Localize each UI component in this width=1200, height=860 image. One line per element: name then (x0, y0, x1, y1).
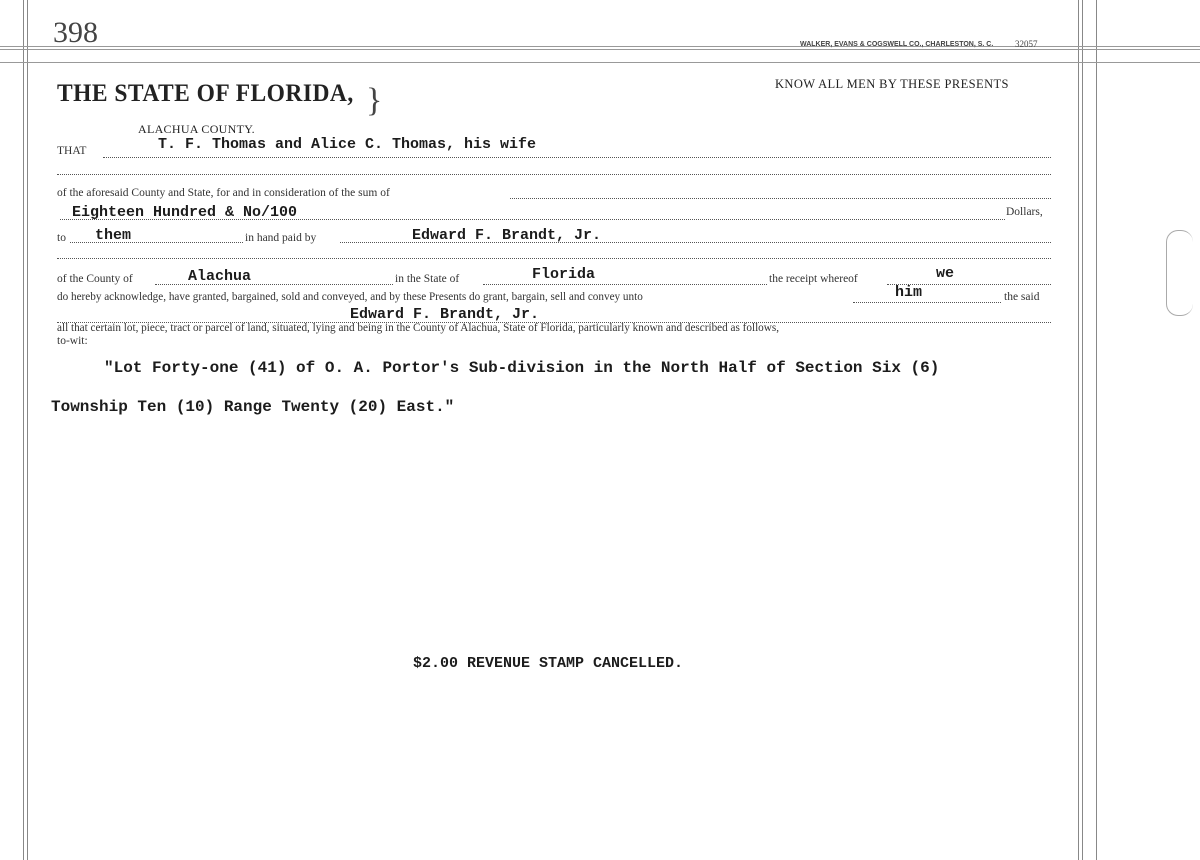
header-rule-3 (0, 62, 1200, 63)
margin-line-right-far (1096, 0, 1097, 860)
margin-line-right (1078, 0, 1079, 860)
label-to-wit: to-wit: (57, 335, 88, 347)
grantee-field: Edward F. Brandt, Jr. (350, 306, 540, 323)
paid-by-field: Edward F. Brandt, Jr. (412, 227, 602, 244)
line-blank-1 (57, 174, 1051, 175)
grantors-field: T. F. Thomas and Alice C. Thomas, his wife (158, 136, 537, 153)
state-heading: THE STATE OF FLORIDA, (57, 80, 354, 107)
heading-brace: } (366, 82, 383, 119)
to-whom-field: them (95, 227, 132, 244)
label-that: THAT (57, 145, 87, 157)
line-unto (853, 302, 1001, 303)
revenue-stamp-note: $2.00 REVENUE STAMP CANCELLED. (413, 655, 684, 672)
line-that (103, 157, 1051, 158)
county-heading: ALACHUA COUNTY. (138, 122, 255, 136)
margin-line-right-outer (1082, 0, 1083, 860)
line-state (483, 284, 767, 285)
header-rule-2 (0, 49, 1200, 50)
line-aforesaid (510, 198, 1051, 199)
label-receipt: the receipt whereof (769, 273, 858, 285)
receipt-field: we (936, 265, 955, 282)
label-to: to (57, 232, 66, 244)
line-sum (60, 219, 1005, 220)
margin-line-left (23, 0, 24, 860)
label-the-said: the said (1004, 291, 1040, 303)
unto-field: him (895, 284, 923, 301)
label-aforesaid: of the aforesaid County and State, for and in consideration of the sum of (57, 187, 390, 199)
binder-hole (1166, 230, 1193, 316)
label-all-that: all that certain lot, piece, tract or parcel of land, situated, lying and being in the County of Alachua, State of Florida, particularly known and described as follows, (57, 322, 780, 334)
know-all-men: KNOW ALL MEN BY THESE PRESENTS (775, 77, 1009, 91)
printer-form-number: 32057 (1015, 39, 1038, 49)
page-number: 398 (53, 16, 98, 49)
label-acknowledge: do hereby acknowledge, have granted, bargained, sold and conveyed, and by these Presents do grant, bargain, sell and convey unto (57, 291, 643, 303)
label-state-of: in the State of (395, 273, 460, 285)
state-field: Florida (532, 266, 596, 283)
county-field: Alachua (188, 268, 252, 285)
line-blank-2 (57, 258, 1051, 259)
margin-line-left-inner (27, 0, 28, 860)
label-dollars: Dollars, (1006, 206, 1043, 218)
sum-field: Eighteen Hundred & No/100 (72, 204, 298, 221)
description-line-1: "Lot Forty-one (41) of O. A. Portor's Sub-division in the North Half of Section Six (6) (104, 359, 940, 377)
printer-imprint: WALKER, EVANS & COGSWELL CO., CHARLESTON, S. C. (800, 41, 994, 48)
label-county-of: of the County of (57, 273, 133, 285)
label-paid-by: in hand paid by (245, 232, 317, 244)
description-line-2: Township Ten (10) Range Twenty (20) East." (51, 398, 455, 416)
